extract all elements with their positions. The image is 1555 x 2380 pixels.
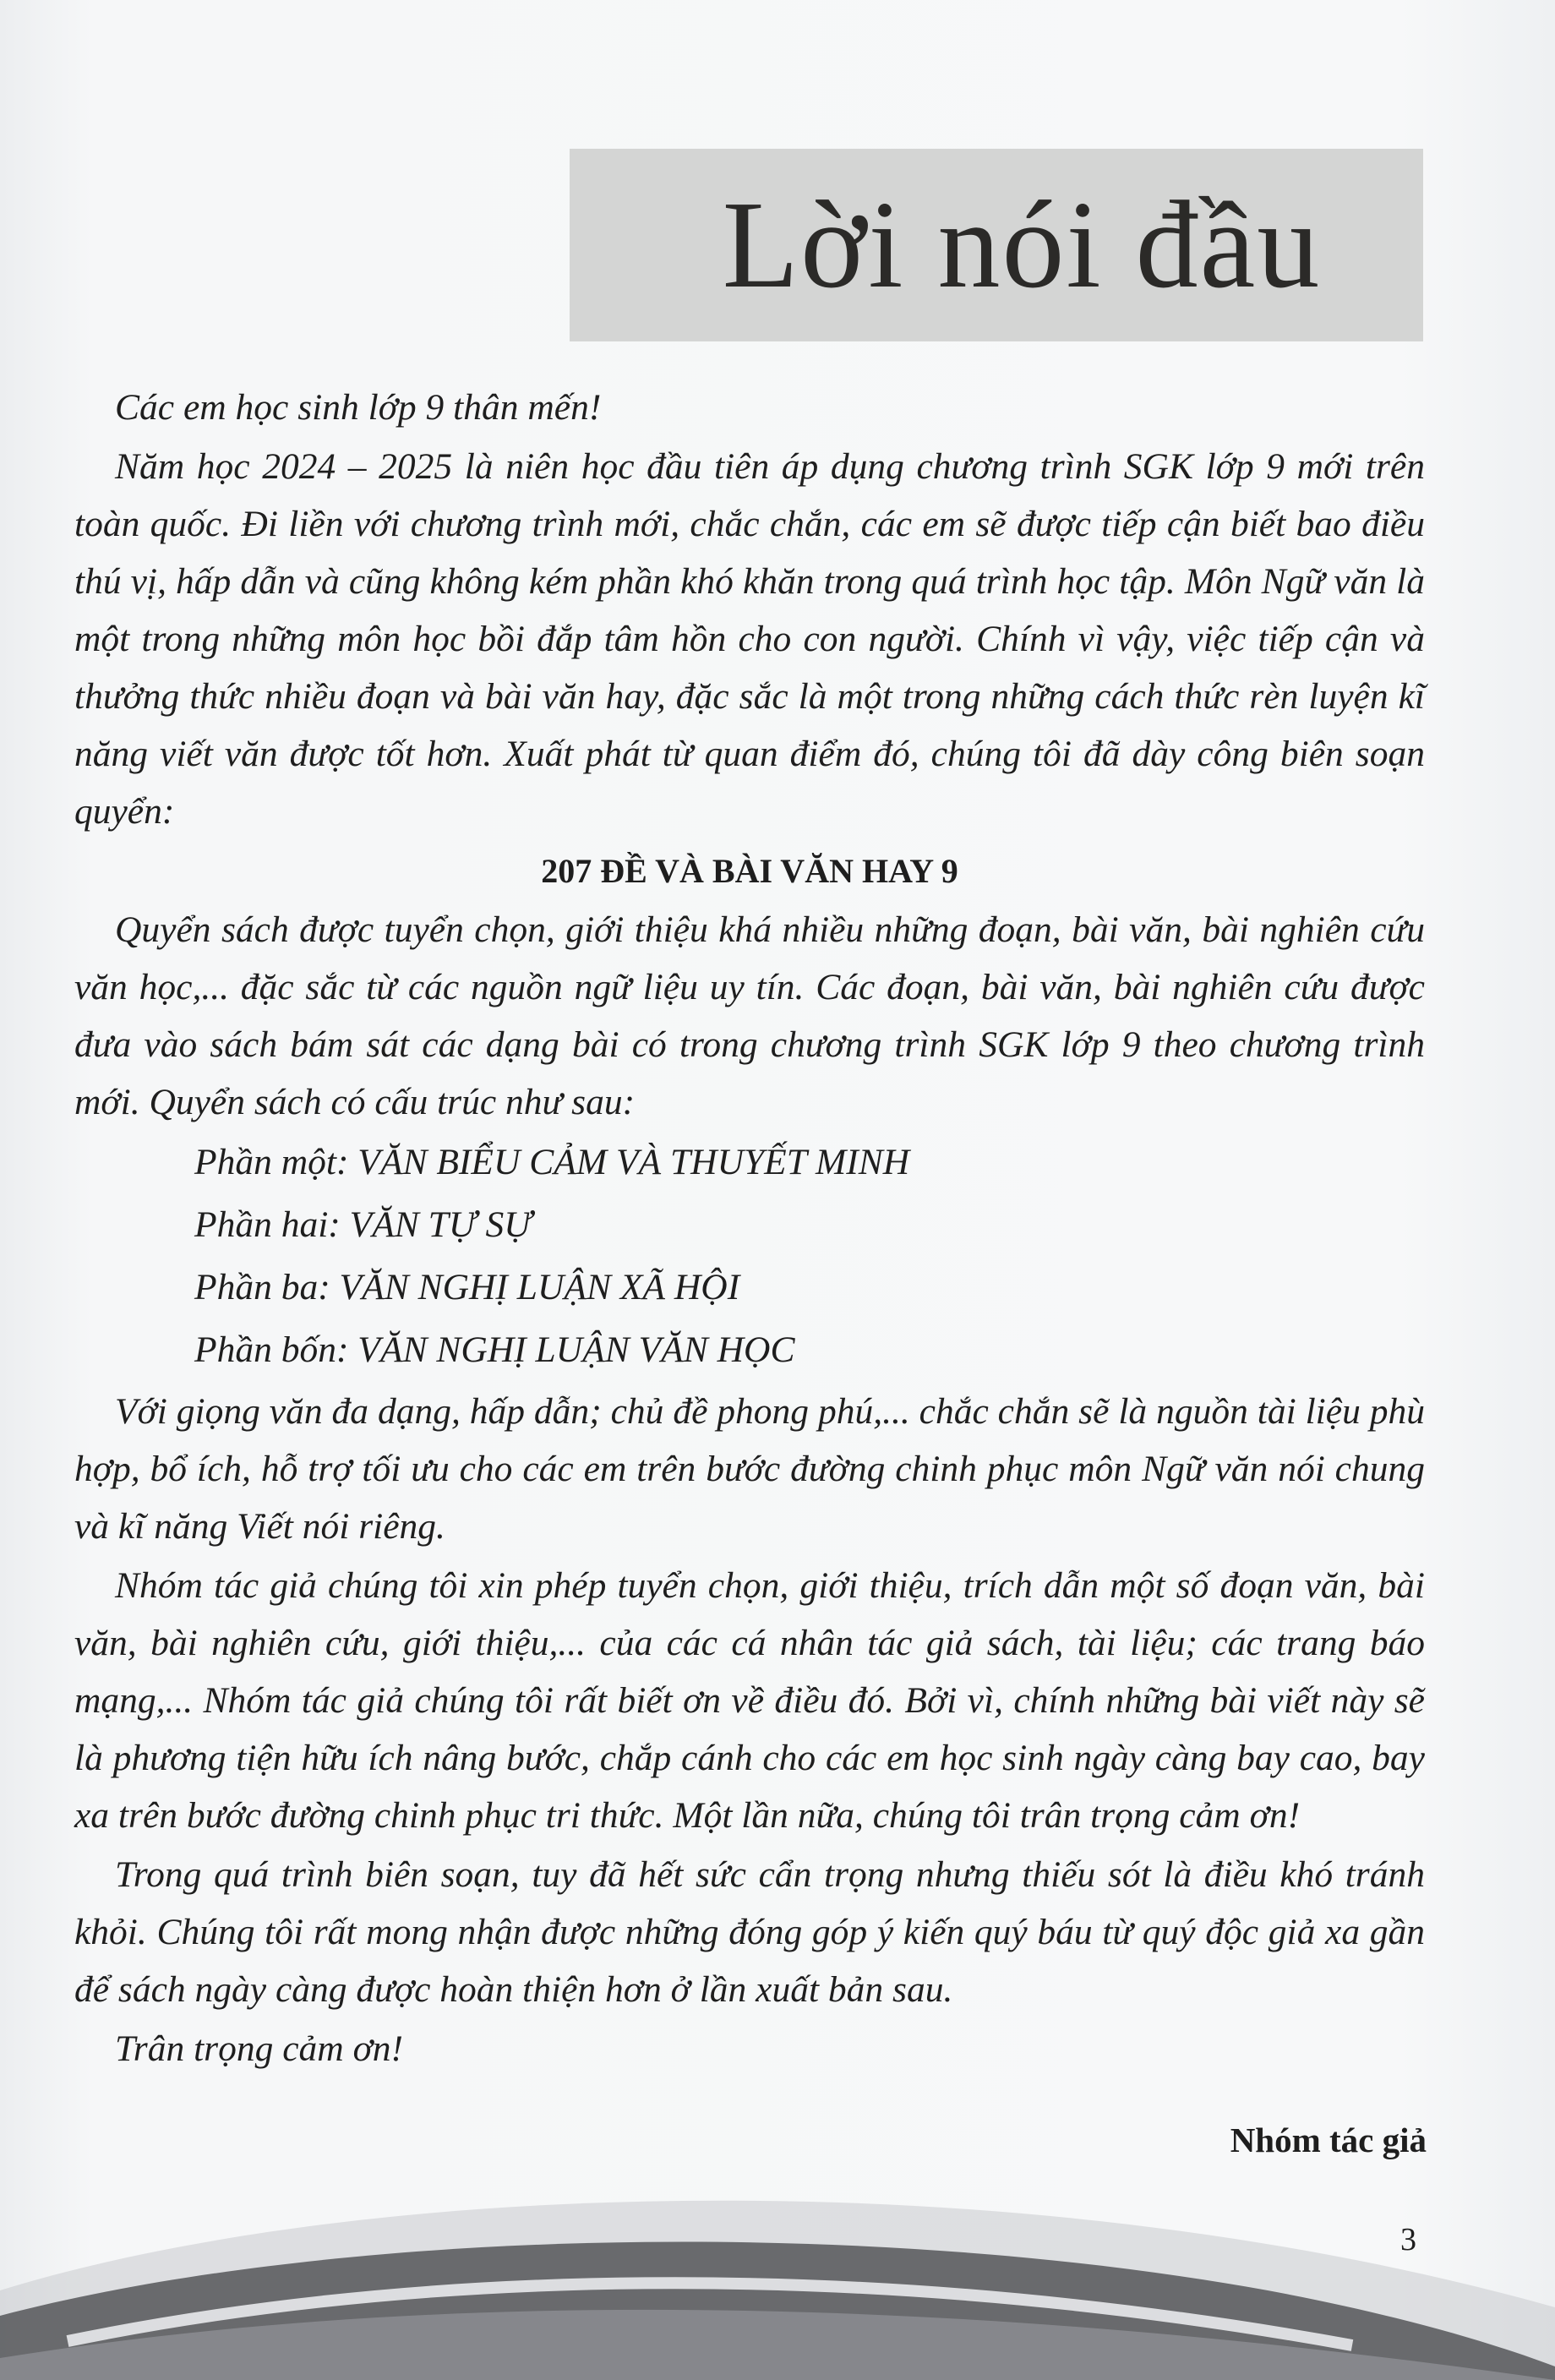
page-title: Lời nói đầu	[722, 176, 1322, 314]
paragraph-3: Với giọng văn đa dạng, hấp dẫn; chủ đề phong phú,... chắc chắn sẽ là nguồn tài liệu phù hợp, bổ ích, hỗ trợ tối ưu cho các em trên bước đường chinh phục môn Ngữ văn nói chung và kĩ năng Viết nói riêng.	[74, 1391, 1425, 1547]
part-1: Phần một: VĂN BIỂU CẢM VÀ THUYẾT MINH	[194, 1142, 910, 1182]
decorative-swoosh	[0, 2164, 1555, 2380]
part-3: Phần ba: VĂN NGHỊ LUẬN XÃ HỘI	[194, 1267, 740, 1307]
closing-line: Trân trọng cảm ơn!	[115, 2028, 404, 2069]
preface-body	[74, 379, 1425, 2079]
part-2: Phần hai: VĂN TỰ SỰ	[194, 1204, 532, 1245]
paragraph-2: Quyển sách được tuyển chọn, giới thiệu khá nhiều những đoạn, bài văn, bài nghiên cứu văn học,... đặc sắc từ các nguồn ngữ liệu uy tín. Các đoạn, bài văn, bài nghiên cứu được đưa vào sách bám sát các dạng bài có trong chương trình SGK lớp 9 theo chương trình mới. Quyển sách có cấu trúc như sau:	[74, 909, 1425, 1122]
signature: Nhóm tác giả	[1230, 2121, 1427, 2159]
paragraph-4: Nhóm tác giả chúng tôi xin phép tuyển chọn, giới thiệu, trích dẫn một số đoạn văn, bài văn, bài nghiên cứu, giới thiệu,... của các cá nhân tác giả sách, tài liệu; các trang báo mạng,... Nhóm tác giả chúng tôi rất biết ơn về điều đó. Bởi vì, chính những bài viết này sẽ là phương tiện hữu ích nâng bước, chắp cánh cho các em học sinh ngày càng bay cao, bay xa trên bước đường chinh phục tri thức. Một lần nữa, chúng tôi trân trọng cảm ơn!	[74, 1565, 1425, 1836]
paragraph-1: Năm học 2024 – 2025 là niên học đầu tiên áp dụng chương trình SGK lớp 9 mới trên toàn quốc. Đi liền với chương trình mới, chắc chắn, các em sẽ được tiếp cận biết bao điều thú vị, hấp dẫn và cũng không kém phần khó khăn trong quá trình học tập. Môn Ngữ văn là một trong những môn học bồi đắp tâm hồn cho con người. Chính vì vậy, việc tiếp cận và thưởng thức nhiều đoạn và bài văn hay, đặc sắc là một trong những cách thức rèn luyện kĩ năng viết văn được tốt hơn. Xuất phát từ quan điểm đó, chúng tôi đã dày công biên soạn quyển:	[74, 446, 1425, 832]
paragraph-5: Trong quá trình biên soạn, tuy đã hết sức cẩn trọng nhưng thiếu sót là điều khó tránh khỏi. Chúng tôi rất mong nhận được những đóng góp ý kiến quý báu từ quý độc giả xa gần để sách ngày càng được hoàn thiện hơn ở lần xuất bản sau.	[74, 1854, 1425, 2010]
book-title: 207 ĐỀ VÀ BÀI VĂN HAY 9	[541, 852, 958, 890]
title-banner	[570, 149, 1423, 341]
greeting: Các em học sinh lớp 9 thân mến!	[115, 387, 602, 428]
page-number: 3	[1400, 2222, 1416, 2257]
part-4: Phần bốn: VĂN NGHỊ LUẬN VĂN HỌC	[194, 1329, 795, 1370]
